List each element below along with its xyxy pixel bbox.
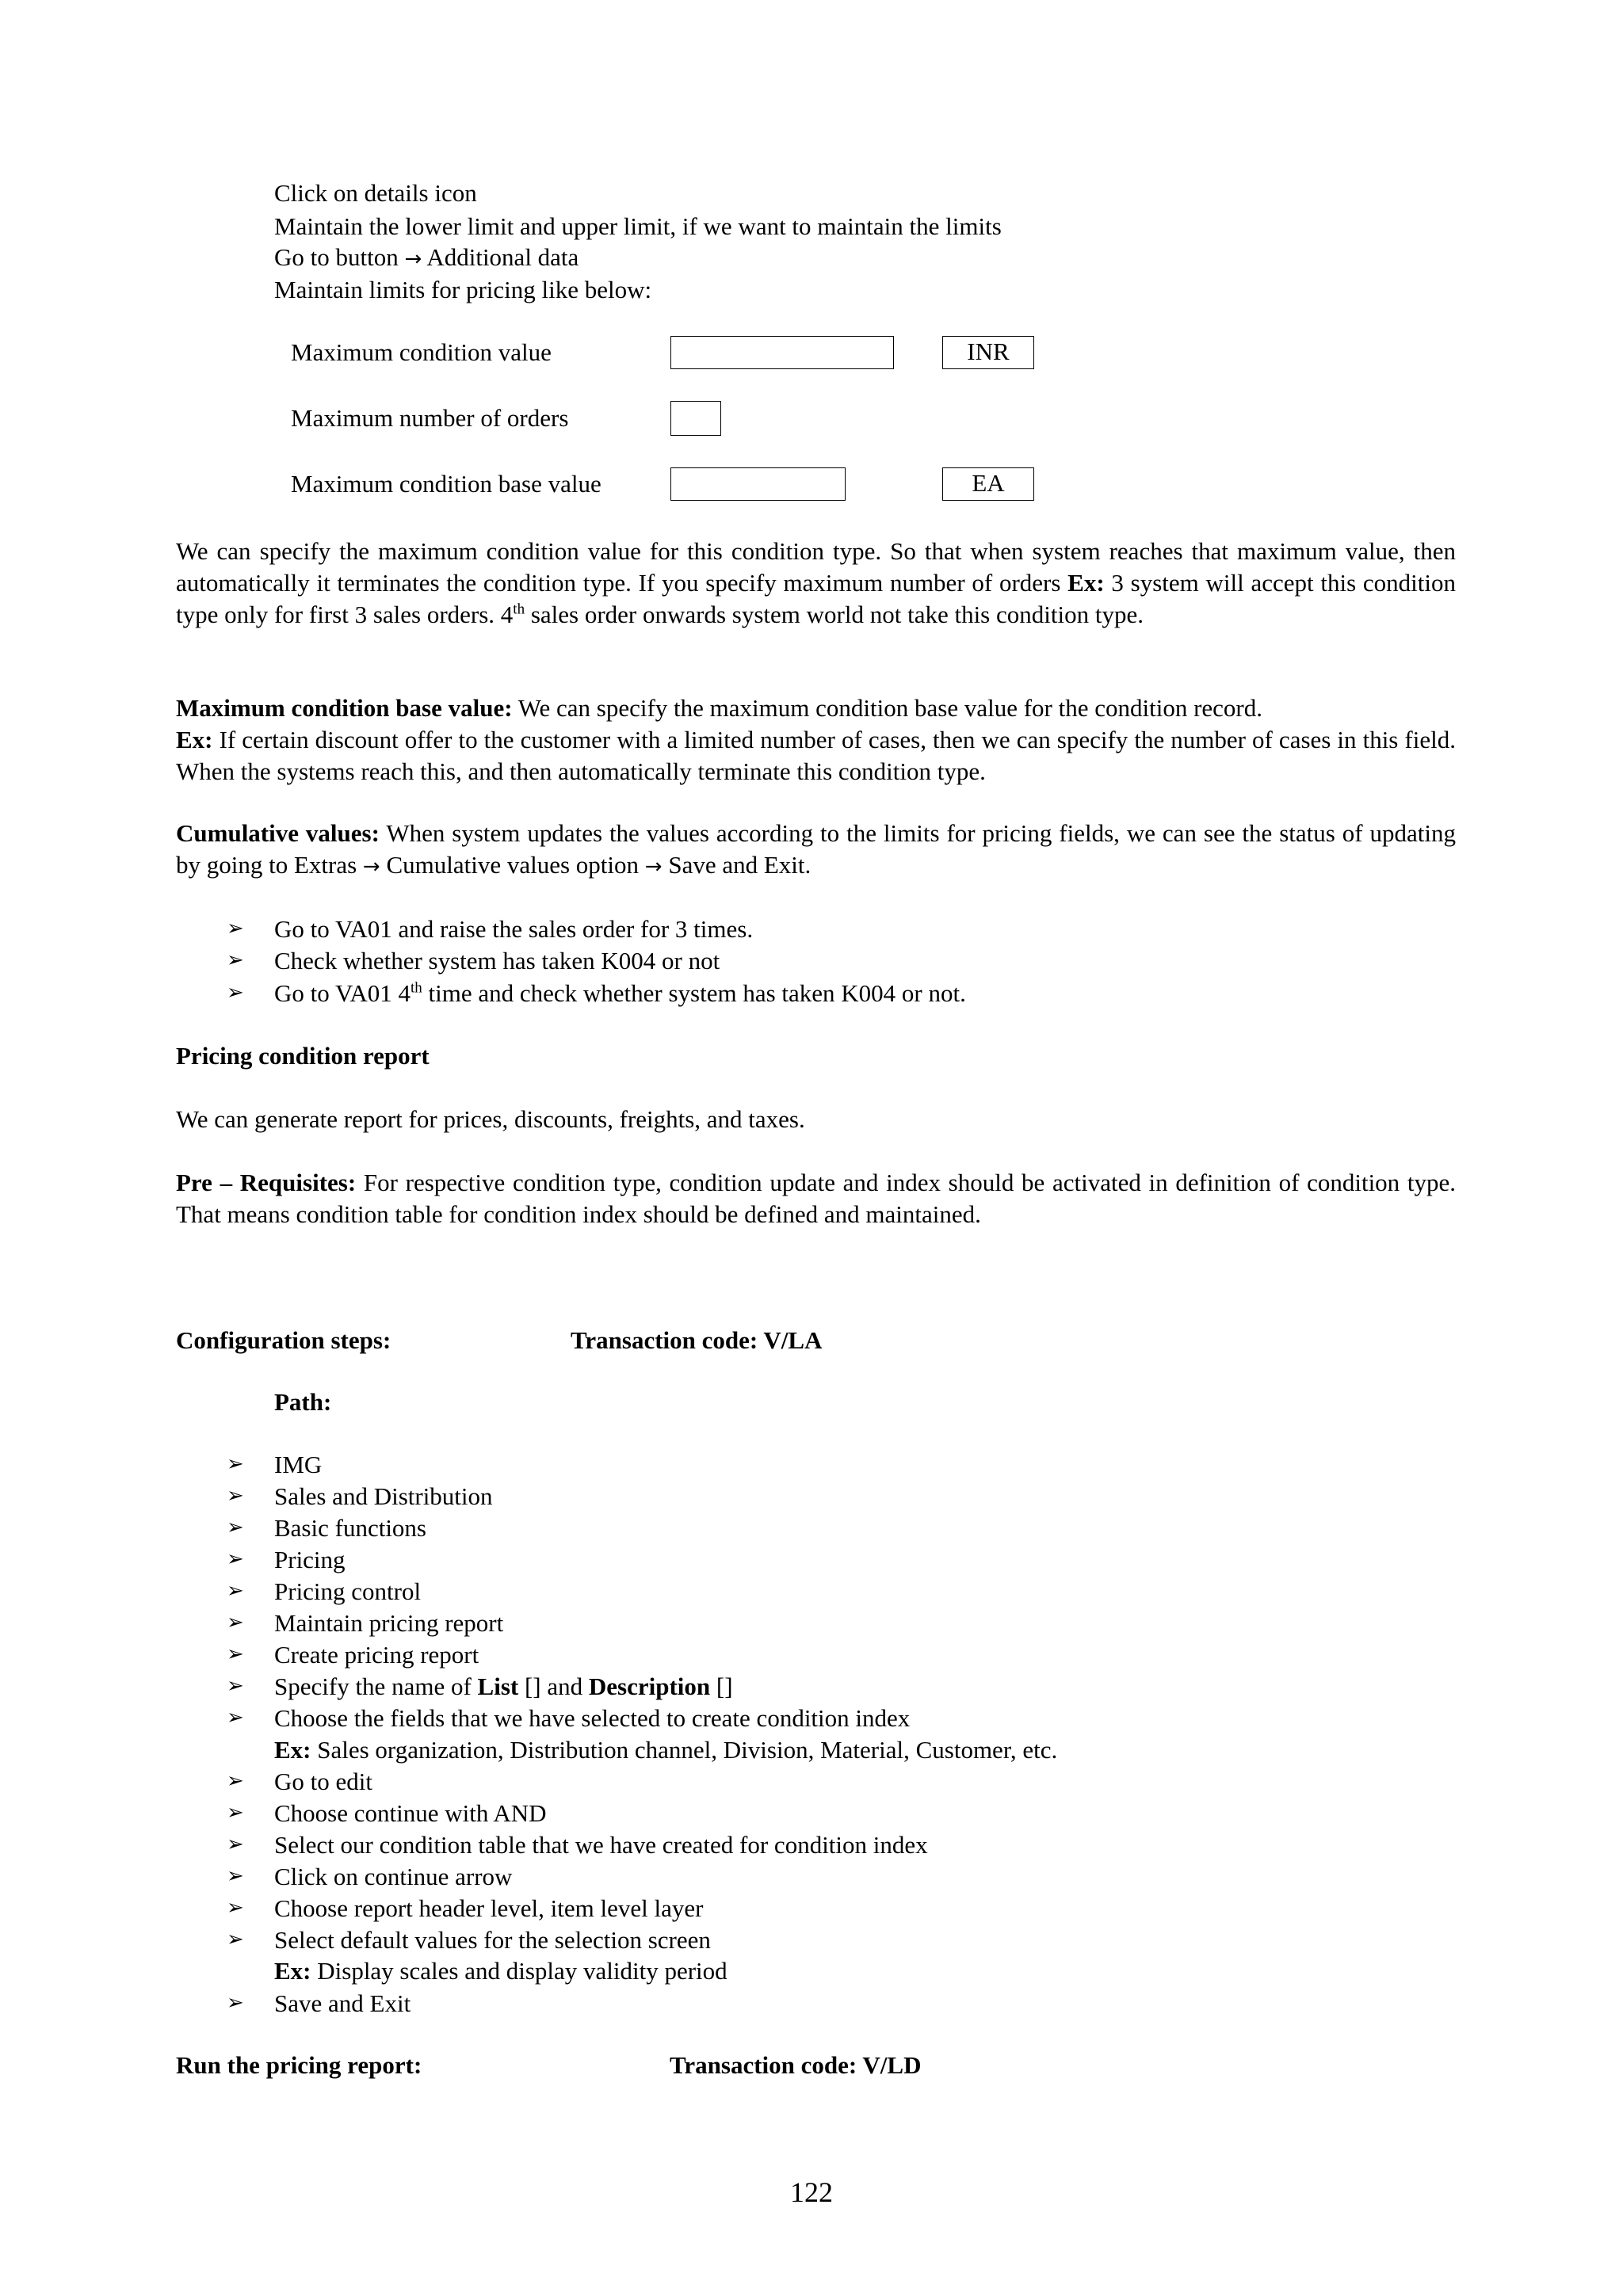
path-item8-a: Specify the name of	[274, 1672, 478, 1700]
path-item8-c: []	[710, 1672, 733, 1700]
bullet-arrow-icon: ➢	[227, 1547, 244, 1571]
paragraph-prerequisites	[176, 1167, 1456, 1230]
step1-item3-sup: th	[410, 979, 422, 997]
bullet-arrow-icon: ➢	[227, 1484, 244, 1508]
path-item: Choose continue with AND	[274, 1799, 547, 1827]
max-condition-value-label: Maximum condition value	[291, 338, 552, 366]
path-item8-b: [] and	[518, 1672, 589, 1700]
paragraph-max-condition-value	[176, 536, 1456, 631]
bullet-arrow-icon: ➢	[227, 1896, 244, 1920]
path-item: Go to edit	[274, 1768, 372, 1795]
bullet-arrow-icon: ➢	[227, 1801, 244, 1825]
max-condition-value-field[interactable]	[670, 336, 894, 369]
max-base-value-unit: EA	[942, 467, 1034, 501]
path-item: Create pricing report	[274, 1641, 479, 1669]
path-item: Choose the fields that we have selected to create condition index	[274, 1704, 911, 1732]
para1-text-c: sales order onwards system world not take this condition type.	[525, 601, 1144, 628]
arrow-icon: →	[644, 855, 663, 879]
path-label: Path:	[274, 1388, 332, 1416]
intro-line-3-pre: Go to button	[274, 243, 399, 271]
intro-line-3-post: Additional data	[426, 243, 579, 271]
bullet-arrow-icon: ➢	[227, 1706, 244, 1730]
paragraph-max-base-value	[176, 692, 1456, 788]
page-number: 122	[790, 2176, 833, 2208]
step1-item: Check whether system has taken K004 or not	[274, 947, 720, 974]
paragraph-cumulative-values	[176, 818, 1456, 883]
para1-sup: th	[513, 601, 525, 618]
path-item: Maintain pricing report	[274, 1609, 504, 1637]
path-item15-ex: Ex:	[274, 1957, 311, 1985]
path-item: Pricing	[274, 1546, 346, 1573]
path-item: Choose report header level, item level layer	[274, 1894, 704, 1922]
para1-ex: Ex:	[1067, 569, 1105, 597]
path-item: Select our condition table that we have created for condition index	[274, 1831, 928, 1859]
intro-line-2: Maintain the lower limit and upper limit, if we want to maintain the limits	[274, 212, 1002, 240]
bullet-arrow-icon: ➢	[227, 1864, 244, 1888]
prereq-text: For respective condition type, condition update and index should be activated in definition of condition type. That means condition table for condition index should be defined and maintained.	[176, 1169, 1456, 1228]
bullet-arrow-icon: ➢	[227, 917, 244, 940]
bullet-arrow-icon: ➢	[227, 1579, 244, 1603]
bullet-arrow-icon: ➢	[227, 1611, 244, 1634]
bullet-arrow-icon: ➢	[227, 1833, 244, 1856]
path-item: Click on continue arrow	[274, 1863, 513, 1890]
path-item: IMG	[274, 1451, 323, 1478]
para2-text: We can specify the maximum condition base value for the condition record.	[512, 694, 1262, 722]
path-item-example	[274, 1734, 1057, 1766]
max-condition-value-unit: INR	[942, 336, 1034, 369]
intro-line-4: Maintain limits for pricing like below:	[274, 276, 652, 303]
path-item8-desc: Description	[588, 1672, 711, 1700]
para1-text-a: We can specify the maximum condition value for this condition type. So that when system reaches that maximum value, then automatically it terminates the condition type. If you specify maximum number of orders	[176, 537, 1456, 597]
para3-text-a: When system updates the values according to the limits for pricing fields, we can see the status of updating by going to Extras	[176, 819, 1456, 879]
bullet-arrow-icon: ➢	[227, 948, 244, 972]
path-item9-ex-text: Sales organization, Distribution channel, Division, Material, Customer, etc.	[311, 1736, 1058, 1764]
path-item: Basic functions	[274, 1514, 426, 1542]
max-base-value-field[interactable]	[670, 467, 846, 501]
report-heading: Pricing condition report	[176, 1042, 430, 1070]
bullet-arrow-icon: ➢	[227, 1991, 244, 2015]
step1-item: Go to VA01 and raise the sales order for 3 times.	[274, 915, 754, 943]
bullet-arrow-icon: ➢	[227, 1452, 244, 1476]
path-item15-ex-text: Display scales and display validity period	[311, 1957, 727, 1985]
path-item: Pricing control	[274, 1577, 422, 1605]
path-item	[274, 1671, 733, 1703]
intro-line-3	[274, 242, 579, 275]
arrow-icon: →	[362, 855, 380, 879]
arrow-icon: →	[404, 247, 422, 271]
step1-item	[274, 978, 966, 1009]
path-item9-ex: Ex:	[274, 1736, 311, 1764]
path-item-example	[274, 1955, 727, 1987]
prereq-title: Pre – Requisites:	[176, 1169, 357, 1196]
config-label: Configuration steps:	[176, 1326, 391, 1354]
config-tcode: Transaction code: V/LA	[571, 1326, 823, 1354]
bullet-arrow-icon: ➢	[227, 1928, 244, 1951]
max-base-value-label: Maximum condition base value	[291, 470, 601, 498]
bullet-arrow-icon: ➢	[227, 981, 244, 1005]
bullet-arrow-icon: ➢	[227, 1642, 244, 1666]
para1-text-b: 3 system will accept this condition type only for first 3 sales orders. 4	[176, 569, 1456, 628]
max-orders-field[interactable]	[670, 401, 721, 436]
path-item: Save and Exit	[274, 1989, 411, 2017]
step1-item3-b: time and check whether system has taken K004 or not.	[422, 979, 966, 1007]
path-item8-list: List	[477, 1672, 519, 1700]
bullet-arrow-icon: ➢	[227, 1769, 244, 1793]
intro-line-1: Click on details icon	[274, 179, 477, 207]
para2-title: Maximum condition base value:	[176, 694, 513, 722]
bullet-arrow-icon: ➢	[227, 1516, 244, 1539]
path-item: Select default values for the selection screen	[274, 1926, 711, 1954]
max-orders-label: Maximum number of orders	[291, 404, 569, 432]
para2-ex-text: If certain discount offer to the customer with a limited number of cases, then we can specify the number of cases in this field. When the systems reach this, and then automatically terminate this condition type.	[176, 726, 1456, 785]
para3-title: Cumulative values:	[176, 819, 380, 847]
path-item: Sales and Distribution	[274, 1482, 493, 1510]
step1-item3-a: Go to VA01 4	[274, 979, 411, 1007]
para3-text-c: Save and Exit.	[662, 851, 812, 879]
para2-ex: Ex:	[176, 726, 213, 753]
report-description: We can generate report for prices, discounts, freights, and taxes.	[176, 1105, 805, 1133]
para3-text-b: Cumulative values option	[380, 851, 645, 879]
run-tcode: Transaction code: V/LD	[670, 2051, 922, 2079]
run-label: Run the pricing report:	[176, 2051, 422, 2079]
bullet-arrow-icon: ➢	[227, 1674, 244, 1698]
